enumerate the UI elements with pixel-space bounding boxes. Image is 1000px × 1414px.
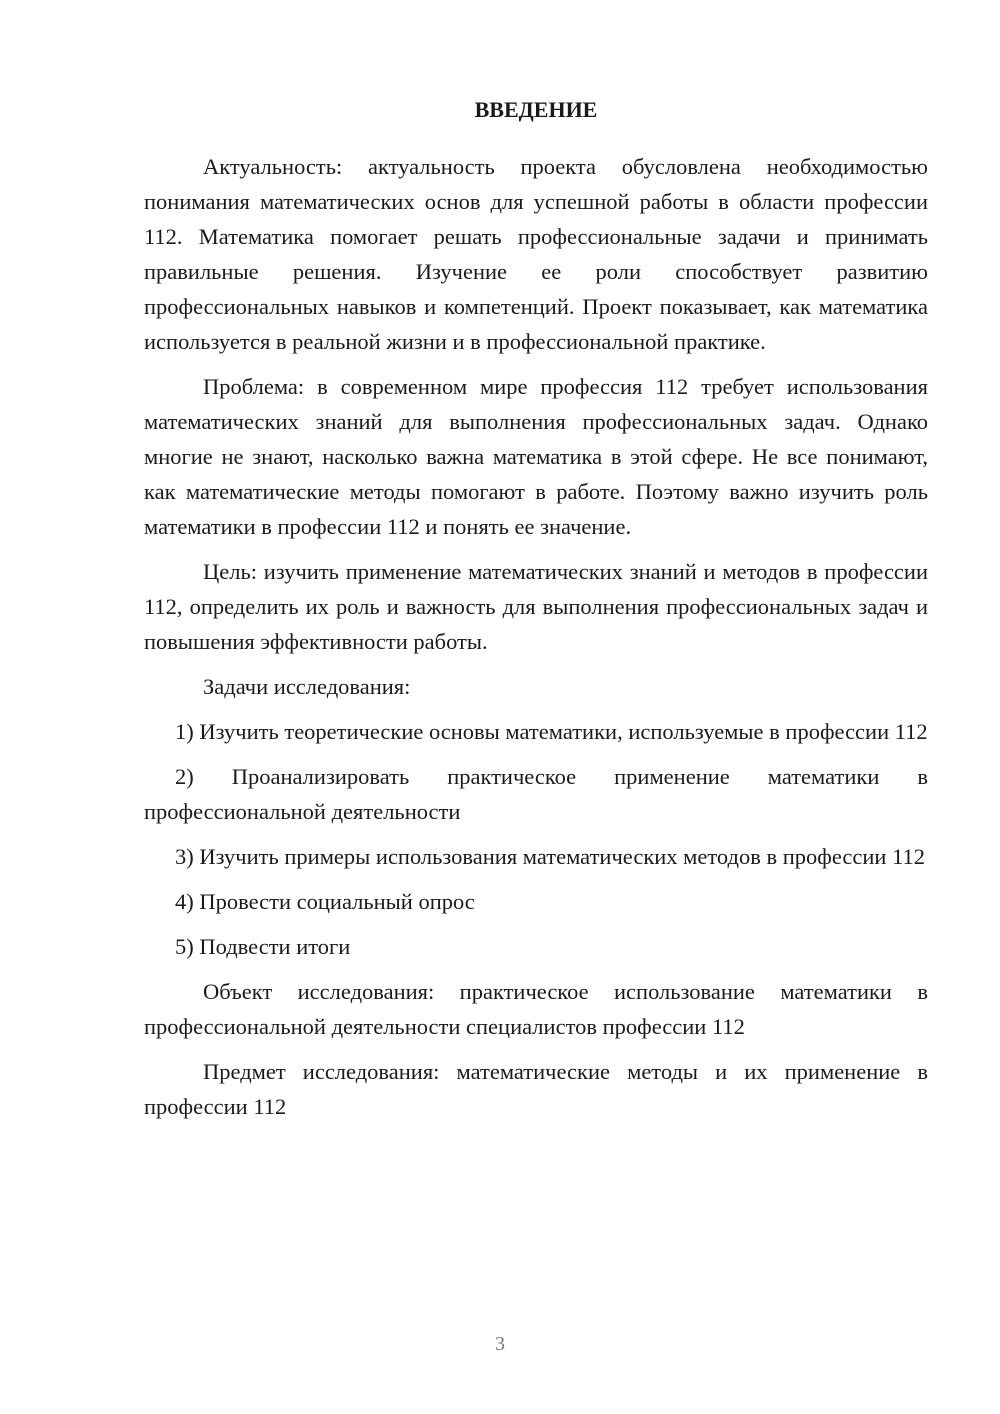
page-title: ВВЕДЕНИЕ (474, 97, 598, 122)
task-item: 4) Провести социальный опрос (175, 889, 475, 914)
paragraph-subject: Предмет исследования: математические методы и их применение в профессии 112 (144, 1059, 928, 1119)
task-item: 2) Проанализировать практическое применение математики в профессиональной деятельности (144, 764, 928, 824)
paragraph-relevance: Актуальность: актуальность проекта обусловлена необходимостью понимания математических основ для успешной работы в области профессии 112. Математика помогает решать профессиональные задачи и принимать правильные решения. Изучение ее роли способствует развитию профессиональных навыков и компетенций. Проект показывает, как математика используется в реальной жизни и в профессиональной практике. (144, 154, 928, 354)
task-item: 5) Подвести итоги (175, 934, 351, 959)
document-page (144, 92, 928, 1134)
task-item: 3) Изучить примеры использования математических методов в профессии 112 (175, 844, 925, 869)
task-item: 1) Изучить теоретические основы математики, используемые в профессии 112 (175, 719, 928, 744)
tasks-heading: Задачи исследования: (203, 674, 411, 699)
paragraph-goal: Цель: изучить применение математических знаний и методов в профессии 112, определить их роль и важность для выполнения профессиональных задач и повышения эффективности работы. (144, 559, 928, 654)
paragraph-problem: Проблема: в современном мире профессия 112 требует использования математических знаний для выполнения профессиональных задач. Однако многие не знают, насколько важна математика в этой сфере. Не все понимают, как математические методы помогают в работе. Поэтому важно изучить роль математики в профессии 112 и понять ее значение. (144, 374, 928, 539)
paragraph-object: Объект исследования: практическое использование математики в профессиональной деятельности специалистов профессии 112 (144, 979, 928, 1039)
page-number: 3 (495, 1333, 505, 1355)
